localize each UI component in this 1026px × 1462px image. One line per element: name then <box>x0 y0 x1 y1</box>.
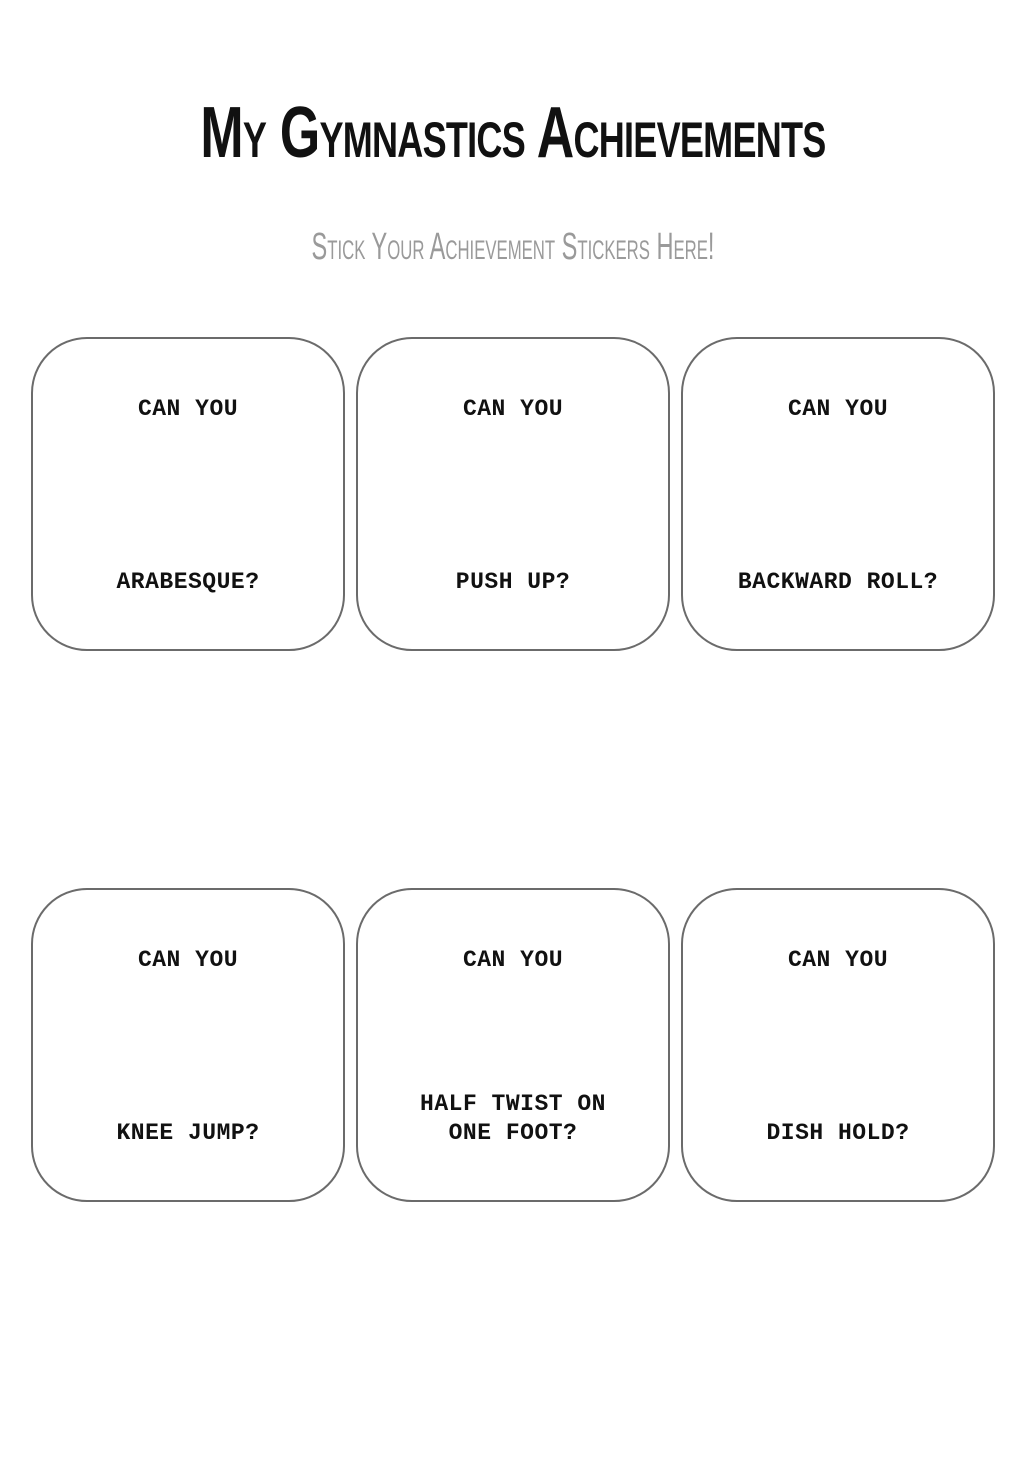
card-skill: ARABESQUE? <box>116 569 260 595</box>
achievement-card-backward-roll <box>681 337 995 651</box>
achievement-card-push-up <box>356 337 670 651</box>
card-prompt: CAN YOU <box>462 947 564 973</box>
achievement-card-dish-hold <box>681 888 995 1202</box>
page-subtitle: Stick Your Achievement Stickers Here! <box>311 226 715 268</box>
card-prompt: CAN YOU <box>462 396 564 422</box>
card-skill: BACKWARD ROLL? <box>737 569 939 595</box>
card-skill: HALF TWIST ON ONE FOOT? <box>420 1091 606 1146</box>
card-skill: KNEE JUMP? <box>116 1120 260 1146</box>
card-prompt: CAN YOU <box>137 396 239 422</box>
page-title: My Gymnastics Achievements <box>200 93 826 173</box>
card-skill: PUSH UP? <box>455 569 571 595</box>
achievement-card-knee-jump <box>31 888 345 1202</box>
card-prompt: CAN YOU <box>137 947 239 973</box>
achievement-card-half-twist <box>356 888 670 1202</box>
card-skill: DISH HOLD? <box>766 1120 910 1146</box>
card-prompt: CAN YOU <box>787 396 889 422</box>
card-prompt: CAN YOU <box>787 947 889 973</box>
achievement-card-arabesque <box>31 337 345 651</box>
